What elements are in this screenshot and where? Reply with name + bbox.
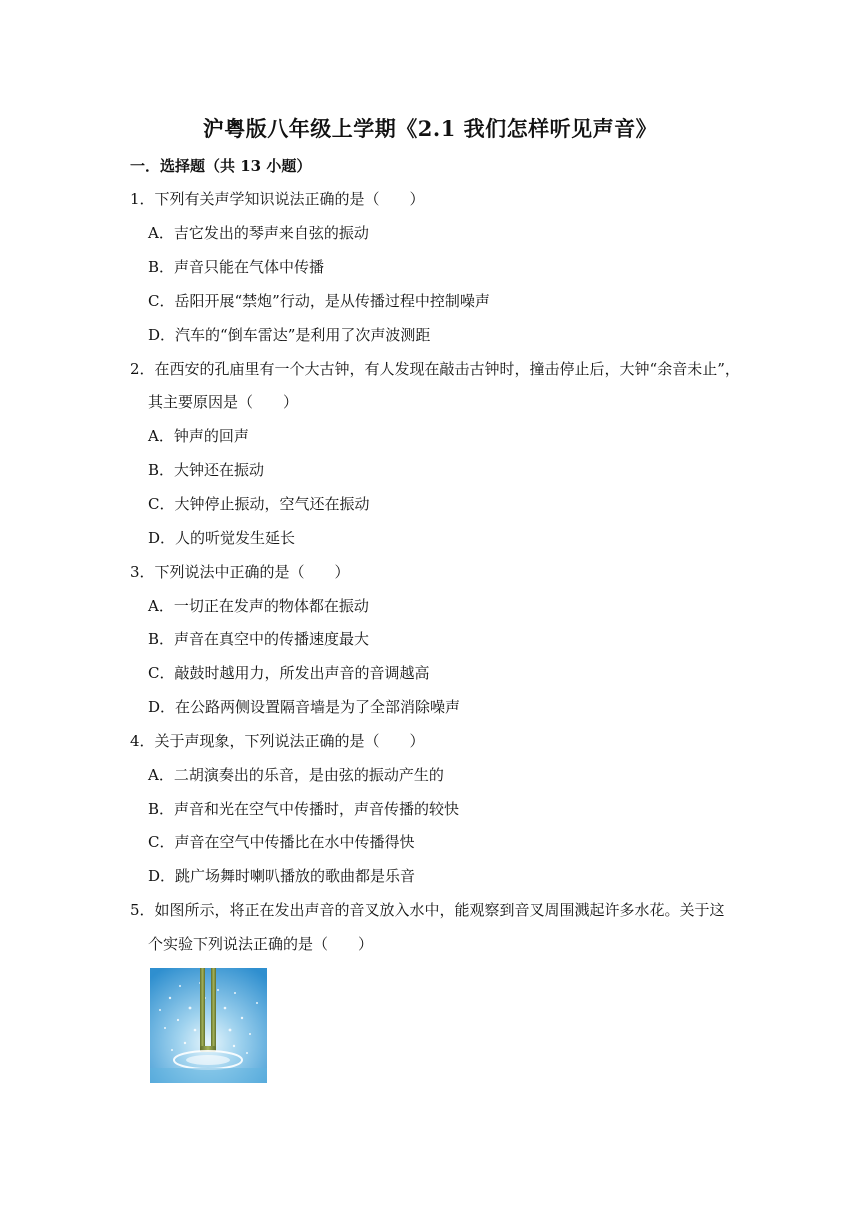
question-2-option-a: A．钟声的回声 [148,427,249,445]
question-2-option-c: C．大钟停止振动，空气还在振动 [148,495,370,513]
question-2-stem-continued: 其主要原因是（ ） [148,393,299,411]
question-3-option-a: A．一切正在发声的物体都在振动 [148,597,369,615]
question-4-stem: 4．关于声现象，下列说法正确的是（ ） [130,732,425,750]
question-4-option-a: A．二胡演奏出的乐音，是由弦的振动产生的 [148,766,444,784]
question-2-option-b: B．大钟还在振动 [148,461,265,479]
question-3-option-b: B．声音在真空中的传播速度最大 [148,630,370,648]
question-4-option-d: D．跳广场舞时喇叭播放的歌曲都是乐音 [148,867,416,885]
question-1-option-c: C．岳阳开展“禁炮”行动，是从传播过程中控制噪声 [148,292,490,310]
document-title: 沪粤版八年级上学期《2.1 我们怎样听见声音》 [202,116,658,141]
question-2-stem: 2．在西安的孔庙里有一个大古钟，有人发现在敲击古钟时，撞击停止后，大钟“余音未止”， [130,360,740,378]
section-heading: 一．选择题（共 13 小题） [130,157,312,175]
question-1-option-b: B．声音只能在气体中传播 [148,258,325,276]
question-1-stem: 1．下列有关声学知识说法正确的是（ ） [130,190,425,208]
question-1-option-a: A．吉它发出的琴声来自弦的振动 [148,224,369,242]
question-2-option-d: D．人的听觉发生延长 [148,529,296,547]
question-4-option-b: B．声音和光在空气中传播时，声音传播的较快 [148,800,460,818]
question-5-stem-continued: 个实验下列说法正确的是（ ） [148,935,374,953]
tuning-fork-in-water-icon [150,968,267,1083]
question-3-stem: 3．下列说法中正确的是（ ） [130,563,350,581]
question-5-stem: 5．如图所示，将正在发出声音的音叉放入水中，能观察到音叉周围溅起许多水花。关于这 [130,901,725,919]
question-3-option-c: C．敲鼓时越用力，所发出声音的音调越高 [148,664,430,682]
question-3-option-d: D．在公路两侧设置隔音墙是为了全部消除噪声 [148,698,461,716]
question-4-option-c: C．声音在空气中传播比在水中传播得快 [148,833,415,851]
question-1-option-d: D．汽车的“倒车雷达”是利用了次声波测距 [148,326,431,344]
